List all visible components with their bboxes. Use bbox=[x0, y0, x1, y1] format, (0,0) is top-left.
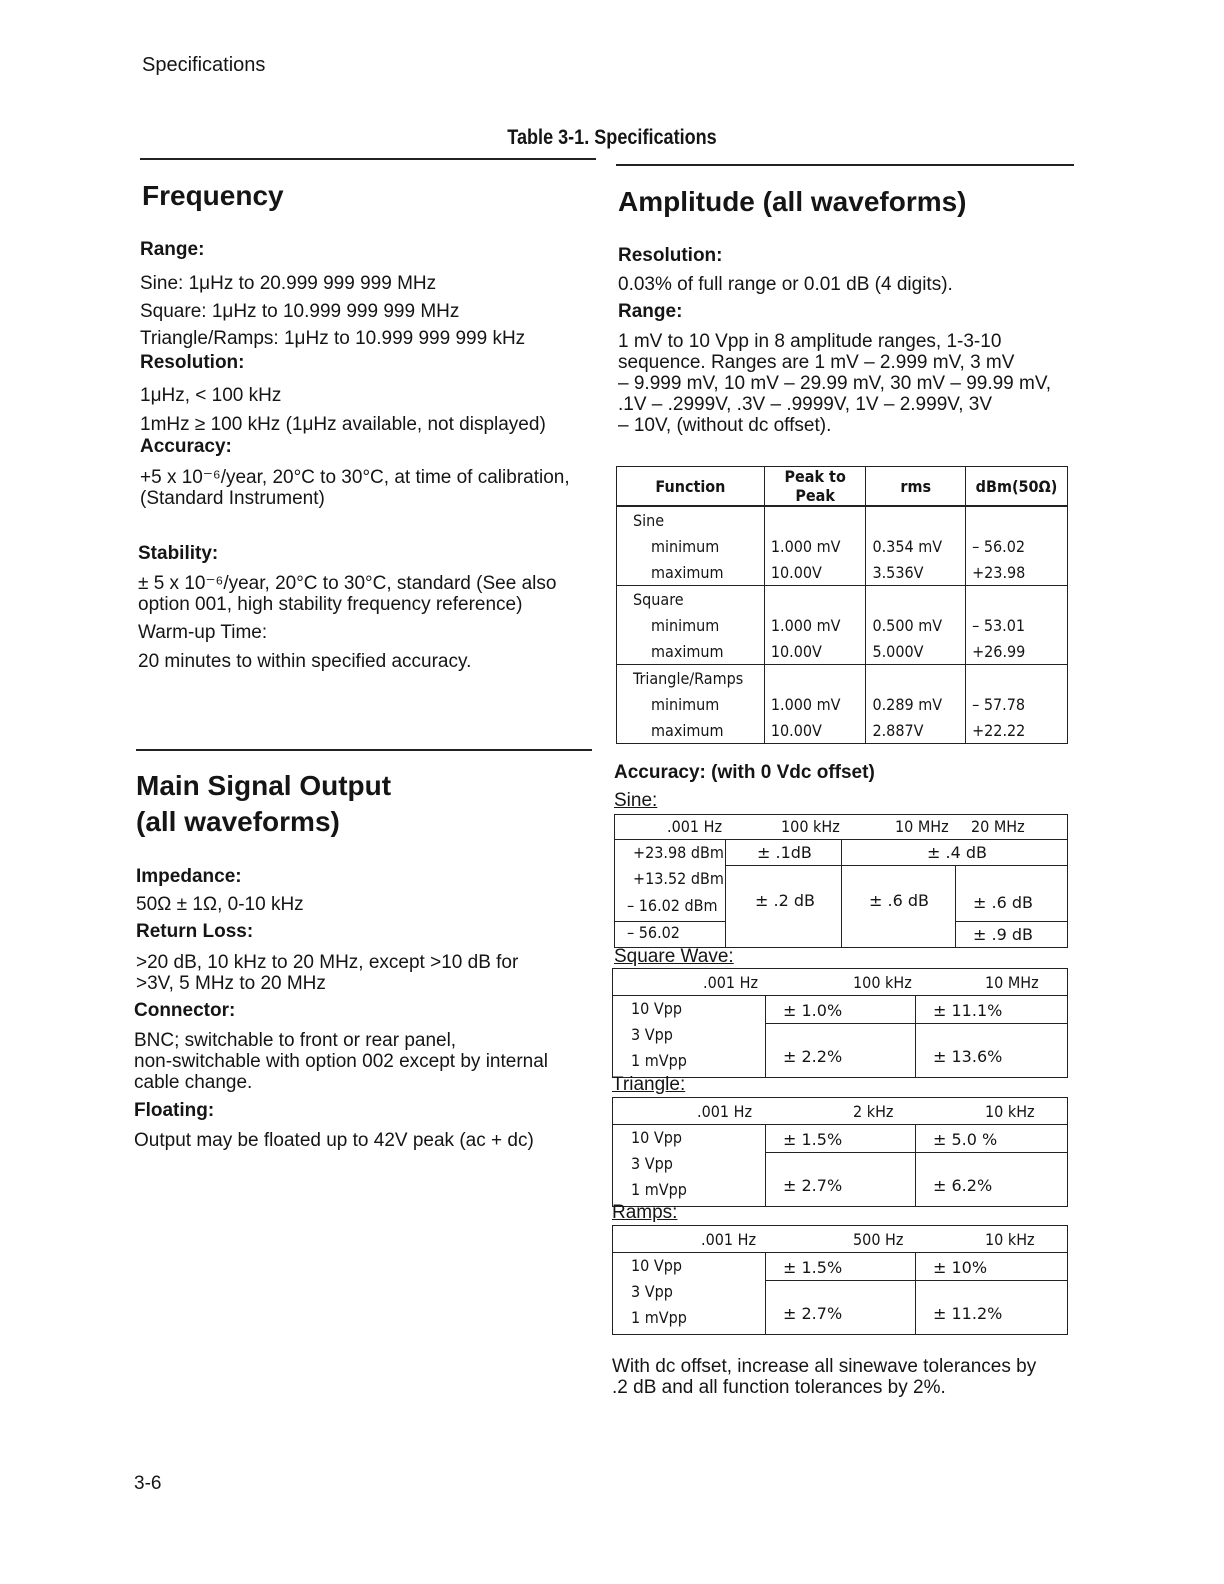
level-label: – 16.02 dBm bbox=[627, 896, 718, 915]
tolerance-cell: ± .6 dB bbox=[973, 893, 1033, 912]
running-header: Specifications bbox=[142, 54, 266, 76]
table-row bbox=[617, 717, 1068, 744]
freq-label: 10 kHz bbox=[985, 1230, 1035, 1249]
table-cell: 0.354 mV bbox=[866, 533, 966, 559]
tolerance-cell: ± 10% bbox=[933, 1258, 988, 1277]
amp-range-line: – 10V, (without dc offset). bbox=[618, 415, 832, 436]
page-number: 3-6 bbox=[134, 1473, 162, 1494]
divider bbox=[616, 164, 1074, 166]
return-loss-text bbox=[136, 952, 518, 994]
tolerance-cell: ± 11.1% bbox=[933, 1001, 1003, 1020]
freq-label: .001 Hz bbox=[701, 1230, 756, 1249]
square-label: Square Wave: bbox=[614, 946, 734, 967]
level-label: 1 mVpp bbox=[631, 1051, 687, 1070]
triangle-accuracy-table bbox=[612, 1097, 1068, 1207]
freq-label: .001 Hz bbox=[697, 1102, 752, 1121]
main-output-heading bbox=[136, 768, 391, 840]
group-label: Square bbox=[617, 586, 765, 613]
freq-label: 100 kHz bbox=[781, 817, 840, 836]
table-cell: minimum bbox=[617, 691, 765, 717]
accuracy-line: +5 x 10⁻⁶/year, 20°C to 30°C, at time of calibration, bbox=[140, 467, 570, 488]
freq-label: .001 Hz bbox=[667, 817, 722, 836]
accuracy-heading: Accuracy: (with 0 Vdc offset) bbox=[614, 762, 875, 783]
ramps-accuracy-table bbox=[612, 1225, 1068, 1335]
tolerance-cell: ± .6 dB bbox=[869, 891, 929, 910]
table-row bbox=[617, 533, 1068, 559]
connector-line: cable change. bbox=[134, 1072, 253, 1093]
table-row bbox=[617, 506, 1068, 533]
table-title: Table 3-1. Specifications bbox=[507, 126, 717, 149]
freq-label: 10 MHz bbox=[985, 973, 1039, 992]
tolerance-cell: ± .1dB bbox=[757, 843, 812, 862]
level-label: +13.52 dBm bbox=[633, 869, 724, 888]
level-label: 1 mVpp bbox=[631, 1180, 687, 1199]
warmup-label: Warm-up Time: bbox=[138, 622, 268, 643]
connector-line: BNC; switchable to front or rear panel, bbox=[134, 1030, 457, 1051]
tolerance-cell: ± .4 dB bbox=[927, 843, 987, 862]
amp-range-text bbox=[618, 331, 1051, 436]
tolerance-cell: ± 2.7% bbox=[783, 1304, 843, 1323]
table-cell: 10.00V bbox=[764, 638, 866, 665]
table-cell: 1.000 mV bbox=[764, 612, 866, 638]
table-cell: minimum bbox=[617, 533, 765, 559]
resolution-line: 1mHz ≥ 100 kHz (1μHz available, not displayed) bbox=[140, 414, 546, 435]
table-cell: – 56.02 bbox=[966, 533, 1068, 559]
ramps-label: Ramps: bbox=[612, 1202, 678, 1223]
divider bbox=[136, 749, 592, 751]
amp-resolution-text: 0.03% of full range or 0.01 dB (4 digits). bbox=[618, 274, 953, 295]
level-label: 3 Vpp bbox=[631, 1154, 673, 1173]
tolerance-cell: ± 1.0% bbox=[783, 1001, 843, 1020]
sine-label: Sine: bbox=[614, 790, 658, 811]
tolerance-cell: ± 11.2% bbox=[933, 1304, 1003, 1323]
freq-label: 100 kHz bbox=[853, 973, 912, 992]
freq-label: 10 MHz bbox=[895, 817, 949, 836]
table-row bbox=[617, 691, 1068, 717]
return-loss-label: Return Loss: bbox=[136, 921, 254, 942]
amp-range-line: sequence. Ranges are 1 mV – 2.999 mV, 3 mV bbox=[618, 352, 1015, 373]
range-line: Triangle/Ramps: 1μHz to 10.999 999 999 kHz bbox=[140, 328, 526, 349]
dc-offset-note bbox=[612, 1356, 1036, 1398]
column-header: Function bbox=[617, 467, 765, 507]
freq-label: 2 kHz bbox=[853, 1102, 894, 1121]
table-cell: 3.536V bbox=[866, 559, 966, 586]
return-loss-line: >20 dB, 10 kHz to 20 MHz, except >10 dB for bbox=[136, 952, 519, 973]
table-cell: 1.000 mV bbox=[764, 691, 866, 717]
table-cell: minimum bbox=[617, 612, 765, 638]
warmup-text: 20 minutes to within specified accuracy. bbox=[138, 651, 472, 672]
tolerance-cell: ± 2.2% bbox=[783, 1047, 843, 1066]
tolerance-cell: ± 5.0 % bbox=[933, 1130, 998, 1149]
level-label: 10 Vpp bbox=[631, 1256, 683, 1275]
table-cell: 0.289 mV bbox=[866, 691, 966, 717]
table-row bbox=[617, 559, 1068, 586]
range-line: Sine: 1μHz to 20.999 999 999 MHz bbox=[140, 273, 437, 294]
level-label: – 56.02 bbox=[627, 923, 680, 942]
amp-range-line: 1 mV to 10 Vpp in 8 amplitude ranges, 1-3-10 bbox=[618, 331, 1002, 352]
amp-range-line: – 9.999 mV, 10 mV – 29.99 mV, 30 mV – 99.99 mV, bbox=[618, 373, 1052, 394]
impedance-label: Impedance: bbox=[136, 866, 242, 887]
amp-range-line: .1V – .2999V, .3V – .9999V, 1V – 2.999V, 3V bbox=[618, 394, 992, 415]
heading-line: (all waveforms) bbox=[136, 806, 340, 837]
amp-resolution-label: Resolution: bbox=[618, 245, 723, 266]
floating-text: Output may be floated up to 42V peak (ac + dc) bbox=[134, 1130, 534, 1151]
accuracy-line: (Standard Instrument) bbox=[140, 488, 325, 509]
tolerance-cell: ± 13.6% bbox=[933, 1047, 1003, 1066]
triangle-label: Triangle: bbox=[612, 1074, 686, 1095]
group-label: Triangle/Ramps bbox=[617, 665, 765, 692]
tolerance-cell: ± 1.5% bbox=[783, 1258, 843, 1277]
range-line: Square: 1μHz to 10.999 999 999 MHz bbox=[140, 300, 460, 322]
stability-text bbox=[138, 573, 556, 615]
resolution-line: 1μHz, < 100 kHz bbox=[140, 385, 282, 406]
resolution-label: Resolution: bbox=[140, 352, 245, 373]
table-row bbox=[617, 612, 1068, 638]
frequency-accuracy-text bbox=[140, 467, 570, 509]
connector-text bbox=[134, 1030, 548, 1093]
heading-line: Main Signal Output bbox=[136, 770, 392, 801]
level-label: 3 Vpp bbox=[631, 1025, 673, 1044]
frequency-range-list bbox=[140, 270, 525, 353]
table-row bbox=[617, 586, 1068, 613]
impedance-text: 50Ω ± 1Ω, 0-10 kHz bbox=[136, 894, 304, 915]
table-row bbox=[617, 665, 1068, 692]
freq-label: .001 Hz bbox=[703, 973, 758, 992]
level-label: 1 mVpp bbox=[631, 1308, 687, 1327]
table-cell: maximum bbox=[617, 559, 765, 586]
table-cell: 1.000 mV bbox=[764, 533, 866, 559]
table-cell: +23.98 bbox=[966, 559, 1068, 586]
accuracy-label: Accuracy: bbox=[140, 436, 232, 457]
amp-range-label: Range: bbox=[618, 301, 683, 322]
note-line: .2 dB and all function tolerances by 2%. bbox=[612, 1377, 946, 1398]
level-label: 10 Vpp bbox=[631, 999, 683, 1018]
tolerance-cell: ± 2.7% bbox=[783, 1176, 843, 1195]
tolerance-cell: ± 1.5% bbox=[783, 1130, 843, 1149]
level-label: +23.98 dBm bbox=[633, 843, 724, 862]
amplitude-heading: Amplitude (all waveforms) bbox=[618, 186, 967, 217]
column-header: dBm(50Ω) bbox=[966, 467, 1068, 507]
stability-line: ± 5 x 10⁻⁶/year, 20°C to 30°C, standard (See also bbox=[138, 573, 557, 594]
table-cell: 0.500 mV bbox=[866, 612, 966, 638]
connector-line: non-switchable with option 002 except by internal bbox=[134, 1051, 549, 1072]
tolerance-cell: ± 6.2% bbox=[933, 1176, 993, 1195]
table-cell: 10.00V bbox=[764, 717, 866, 744]
return-loss-line: >3V, 5 MHz to 20 MHz bbox=[136, 973, 326, 994]
table-cell: +22.22 bbox=[966, 717, 1068, 744]
table-cell: – 53.01 bbox=[966, 612, 1068, 638]
freq-label: 500 Hz bbox=[853, 1230, 904, 1249]
tolerance-cell: ± .9 dB bbox=[973, 925, 1033, 944]
freq-label: 20 MHz bbox=[971, 817, 1025, 836]
table-cell: – 57.78 bbox=[966, 691, 1068, 717]
sine-accuracy-table bbox=[614, 814, 1068, 948]
table-cell: maximum bbox=[617, 717, 765, 744]
table-cell: 2.887V bbox=[866, 717, 966, 744]
table-header-row bbox=[617, 467, 1068, 507]
stability-label: Stability: bbox=[138, 543, 219, 564]
group-label: Sine bbox=[617, 506, 765, 533]
freq-label: 10 kHz bbox=[985, 1102, 1035, 1121]
column-header: Peak to Peak bbox=[764, 467, 866, 507]
table-cell: +26.99 bbox=[966, 638, 1068, 665]
note-line: With dc offset, increase all sinewave tolerances by bbox=[612, 1356, 1037, 1377]
table-row bbox=[617, 638, 1068, 665]
tolerance-cell: ± .2 dB bbox=[755, 891, 815, 910]
column-header: rms bbox=[866, 467, 966, 507]
level-label: 3 Vpp bbox=[631, 1282, 673, 1301]
level-label: 10 Vpp bbox=[631, 1128, 683, 1147]
amplitude-table bbox=[616, 466, 1068, 744]
frequency-heading: Frequency bbox=[142, 180, 284, 211]
floating-label: Floating: bbox=[134, 1100, 215, 1121]
table-cell: 10.00V bbox=[764, 559, 866, 586]
range-label: Range: bbox=[140, 239, 205, 260]
frequency-resolution-list bbox=[140, 381, 546, 439]
connector-label: Connector: bbox=[134, 1000, 236, 1021]
table-cell: maximum bbox=[617, 638, 765, 665]
divider bbox=[140, 158, 596, 160]
square-accuracy-table bbox=[612, 968, 1068, 1078]
stability-line: option 001, high stability frequency reference) bbox=[138, 594, 523, 615]
table-cell: 5.000V bbox=[866, 638, 966, 665]
